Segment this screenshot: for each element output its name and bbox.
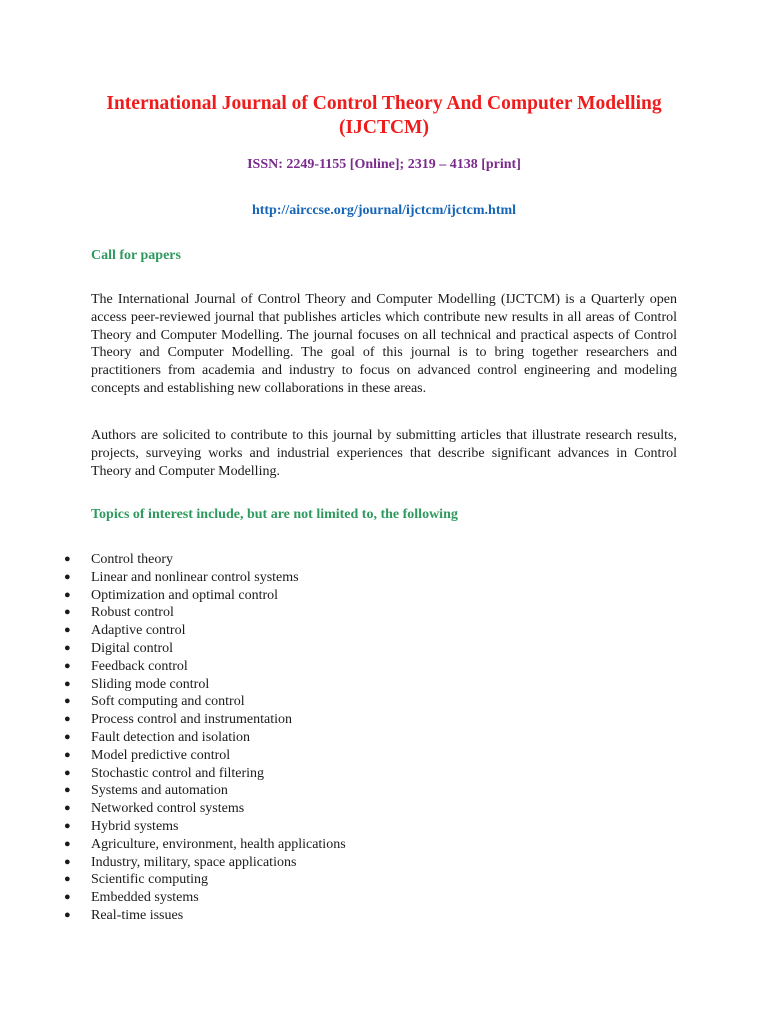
bullet-icon: ●: [64, 677, 71, 690]
issn-line: ISSN: 2249-1155 [Online]; 2319 – 4138 [print]: [247, 157, 521, 172]
topic-list-item: [0, 676, 346, 694]
bullet-icon: ●: [64, 713, 71, 726]
bullet-icon: ●: [64, 766, 71, 779]
topic-list-item: [0, 569, 346, 587]
topic-label: Agriculture, environment, health applications: [91, 836, 346, 852]
topic-list-item: [0, 658, 346, 676]
topics-heading: Topics of interest include, but are not limited to, the following: [91, 507, 458, 522]
topic-list-item: [0, 551, 346, 569]
topic-label: Linear and nonlinear control systems: [91, 569, 299, 585]
topic-list-item: [0, 907, 346, 925]
journal-url-link[interactable]: http://airccse.org/journal/ijctcm/ijctcm.html: [251, 203, 517, 218]
topic-label: Digital control: [91, 640, 174, 656]
bullet-icon: ●: [64, 695, 71, 708]
bullet-icon: ●: [64, 588, 71, 601]
topic-list-item: [0, 640, 346, 658]
topic-list-item: [0, 765, 346, 783]
bullet-icon: ●: [64, 748, 71, 761]
intro-paragraph: The International Journal of Control Theory and Computer Modelling (IJCTCM) is a Quarterly open access peer-reviewed journal that publishes articles which contribute new results in all areas of Control Theory and Computer Modelling. The journal focuses on all technical and practical aspects of Control Theory and Computer Modelling. The goal of this journal is to bring together researchers and practitioners from academia and industry to focus on advanced control engineering and modeling concepts and establishing new collaborations in these areas.: [91, 292, 677, 396]
bullet-icon: ●: [64, 553, 71, 565]
topic-label: Hybrid systems: [91, 818, 179, 834]
topic-list-item: [0, 818, 346, 836]
topic-list-item: [0, 711, 346, 729]
topic-label: Robust control: [91, 605, 174, 621]
topic-label: Embedded systems: [91, 890, 199, 906]
authors-paragraph: Authors are solicited to contribute to this journal by submitting articles that illustrate research results, projects, surveying works and industrial experiences that describe significant advances in Control Theory and Computer Modelling.: [91, 428, 677, 479]
topic-list-item: [0, 747, 346, 765]
topic-list-item: [0, 800, 346, 818]
bullet-icon: ●: [64, 730, 71, 743]
topic-label: Systems and automation: [91, 783, 228, 799]
bullet-icon: ●: [64, 624, 71, 637]
topic-list-item: [0, 604, 346, 622]
bullet-icon: ●: [64, 606, 71, 619]
topic-list-item: [0, 587, 346, 605]
bullet-icon: ●: [64, 784, 71, 797]
topics-list: [0, 551, 346, 925]
topic-label: Adaptive control: [91, 623, 186, 639]
topic-list-item: [0, 889, 346, 907]
topic-list-item: [0, 782, 346, 800]
topic-label: Process control and instrumentation: [91, 712, 293, 728]
topic-label: Control theory: [91, 552, 174, 567]
bullet-icon: ●: [64, 819, 71, 832]
bullet-icon: ●: [64, 908, 71, 921]
topic-list-item: [0, 871, 346, 889]
topic-list-item: [0, 854, 346, 872]
bullet-icon: ●: [64, 570, 71, 583]
bullet-icon: ●: [64, 891, 71, 904]
topic-label: Soft computing and control: [91, 694, 245, 710]
topic-list-item: [0, 729, 346, 747]
bullet-icon: ●: [64, 802, 71, 815]
topic-label: Industry, military, space applications: [91, 854, 297, 870]
topic-label: Sliding mode control: [91, 676, 210, 692]
topic-label: Real-time issues: [91, 907, 184, 923]
topic-label: Model predictive control: [91, 747, 231, 763]
bullet-icon: ●: [64, 855, 71, 868]
bullet-icon: ●: [64, 873, 71, 886]
topic-label: Stochastic control and filtering: [91, 765, 265, 781]
topic-label: Networked control systems: [91, 801, 245, 817]
topic-label: Fault detection and isolation: [91, 729, 251, 745]
topic-label: Optimization and optimal control: [91, 587, 279, 603]
bullet-icon: ●: [64, 641, 71, 654]
bullet-icon: ●: [64, 837, 71, 850]
bullet-icon: ●: [64, 659, 71, 672]
journal-title: International Journal of Control Theory And Computer Modelling (IJCTCM): [106, 93, 662, 138]
topic-list-item: [0, 622, 346, 640]
topic-label: Feedback control: [91, 658, 188, 674]
topic-label: Scientific computing: [91, 872, 209, 888]
topic-list-item: [0, 693, 346, 711]
topic-list-item: [0, 836, 346, 854]
call-for-papers-heading: Call for papers: [91, 248, 181, 263]
